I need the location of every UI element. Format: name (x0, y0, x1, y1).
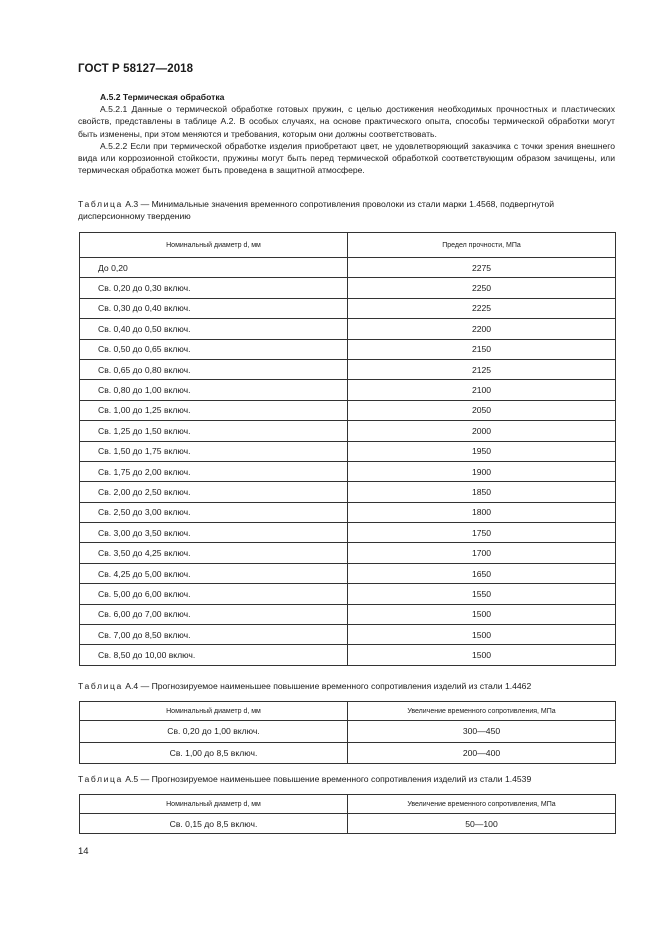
cell-value: 2125 (348, 359, 616, 379)
cell-diameter: Св. 1,75 до 2,00 включ. (80, 461, 348, 481)
cell-diameter: Св. 3,00 до 3,50 включ. (80, 523, 348, 543)
table-row (80, 258, 616, 278)
cell-value: 2050 (348, 400, 616, 420)
table-row (80, 421, 616, 441)
cell-diameter: Св. 2,00 до 2,50 включ. (80, 482, 348, 502)
table-row (80, 742, 616, 764)
cell-value: 200—400 (348, 742, 616, 764)
cell-value: 1750 (348, 523, 616, 543)
table-a4 (79, 701, 616, 764)
cell-value: 1800 (348, 502, 616, 522)
table-a5-body (80, 814, 616, 834)
table-row (80, 482, 616, 502)
cell-value: 2200 (348, 319, 616, 339)
cell-diameter: Св. 0,15 до 8,5 включ. (80, 814, 348, 834)
caption-text: А.3 — Минимальные значения временного сопротивления проволоки из стали марки 1.4568, подвергнутой дисперсионному твердению (78, 199, 555, 221)
table-row (80, 461, 616, 481)
table-header-row (80, 795, 616, 814)
cell-value: 1550 (348, 584, 616, 604)
table-row (80, 563, 616, 583)
cell-value: 2250 (348, 278, 616, 298)
cell-value: 1900 (348, 461, 616, 481)
cell-diameter: Св. 1,50 до 1,75 включ. (80, 441, 348, 461)
cell-diameter: Св. 0,20 до 1,00 включ. (80, 721, 348, 743)
cell-diameter: Св. 0,65 до 0,80 включ. (80, 359, 348, 379)
caption-label: Таблица (78, 199, 123, 209)
cell-value: 2100 (348, 380, 616, 400)
cell-diameter: Св. 0,80 до 1,00 включ. (80, 380, 348, 400)
caption-label: Таблица (78, 681, 123, 691)
cell-value: 300—450 (348, 721, 616, 743)
cell-value: 1650 (348, 563, 616, 583)
cell-diameter: Св. 7,00 до 8,50 включ. (80, 625, 348, 645)
caption-text: А.4 — Прогнозируемое наименьшее повышение временного сопротивления изделий из стали 1.4462 (125, 681, 532, 691)
table-a3-body (80, 258, 616, 666)
caption-text: А.5 — Прогнозируемое наименьшее повышение временного сопротивления изделий из стали 1.4539 (125, 774, 532, 784)
cell-value: 1500 (348, 625, 616, 645)
table-row (80, 298, 616, 318)
cell-value: 1850 (348, 482, 616, 502)
document-id: ГОСТ Р 58127—2018 (78, 63, 194, 75)
cell-value: 2150 (348, 339, 616, 359)
cell-value: 50—100 (348, 814, 616, 834)
cell-diameter: Св. 1,00 до 8,5 включ. (80, 742, 348, 764)
table-row (80, 645, 616, 665)
cell-value: 1950 (348, 441, 616, 461)
table-row (80, 543, 616, 563)
table-row (80, 523, 616, 543)
cell-diameter: Св. 0,40 до 0,50 включ. (80, 319, 348, 339)
table-row (80, 339, 616, 359)
cell-diameter: Св. 8,50 до 10,00 включ. (80, 645, 348, 665)
table-row (80, 380, 616, 400)
cell-diameter: Св. 4,25 до 5,00 включ. (80, 563, 348, 583)
cell-diameter: Св. 0,50 до 0,65 включ. (80, 339, 348, 359)
table-header-row (80, 702, 616, 721)
table-a3 (79, 232, 616, 666)
cell-diameter: Св. 0,20 до 0,30 включ. (80, 278, 348, 298)
cell-value: 2275 (348, 258, 616, 278)
page-number: 14 (78, 846, 89, 857)
column-header-diameter: Номинальный диаметр d, мм (80, 795, 348, 814)
table-row (80, 814, 616, 834)
cell-diameter: Св. 5,00 до 6,00 включ. (80, 584, 348, 604)
table-row (80, 441, 616, 461)
paragraph-a522: А.5.2.2 Если при термической обработке изделия приобретают цвет, не удовлетворяющий заказчика с точки зрения внешнего вида или коррозионной стойкости, пружины могут быть перед термической обработкой соответствующим образом зачищены, или термическая обработка может быть проведена в защитной атмосфере. (78, 140, 615, 176)
table-row (80, 721, 616, 743)
paragraph-a521: А.5.2.1 Данные о термической обработке готовых пружин, с целью достижения необходимых прочностных и пластических свойств, представлены в таблице А.2. В особых случаях, на основе практического опыта, способы термической обработки могут быть изменены, при этом меняются и требования, которым они должны соответствовать. (78, 104, 615, 139)
table-row (80, 604, 616, 624)
table-a4-caption (78, 681, 615, 693)
cell-diameter: Св. 6,00 до 7,00 включ. (80, 604, 348, 624)
cell-value: 1500 (348, 604, 616, 624)
cell-value: 1500 (348, 645, 616, 665)
cell-value: 2000 (348, 421, 616, 441)
table-row (80, 625, 616, 645)
cell-value: 2225 (348, 298, 616, 318)
table-header-row (80, 233, 616, 258)
cell-diameter: Св. 3,50 до 4,25 включ. (80, 543, 348, 563)
column-header-diameter: Номинальный диаметр d, мм (80, 702, 348, 721)
column-header-increase: Увеличение временного сопротивления, МПа (348, 702, 616, 721)
cell-diameter: Св. 2,50 до 3,00 включ. (80, 502, 348, 522)
table-row (80, 359, 616, 379)
caption-label: Таблица (78, 774, 123, 784)
table-a3-caption (78, 199, 615, 222)
table-a4-body (80, 721, 616, 764)
table-a5 (79, 794, 616, 834)
table-row (80, 278, 616, 298)
cell-value: 1700 (348, 543, 616, 563)
cell-diameter: Св. 1,00 до 1,25 включ. (80, 400, 348, 420)
table-row (80, 584, 616, 604)
section-heading: А.5.2 Термическая обработка (100, 92, 225, 102)
table-a5-caption (78, 774, 615, 786)
cell-diameter: Св. 1,25 до 1,50 включ. (80, 421, 348, 441)
table-row (80, 400, 616, 420)
column-header-diameter: Номинальный диаметр d, мм (80, 233, 348, 258)
cell-diameter: Св. 0,30 до 0,40 включ. (80, 298, 348, 318)
cell-diameter: До 0,20 (80, 258, 348, 278)
table-row (80, 319, 616, 339)
section-a52 (78, 91, 615, 176)
column-header-increase: Увеличение временного сопротивления, МПа (348, 795, 616, 814)
column-header-strength: Предел прочности, МПа (348, 233, 616, 258)
table-row (80, 502, 616, 522)
